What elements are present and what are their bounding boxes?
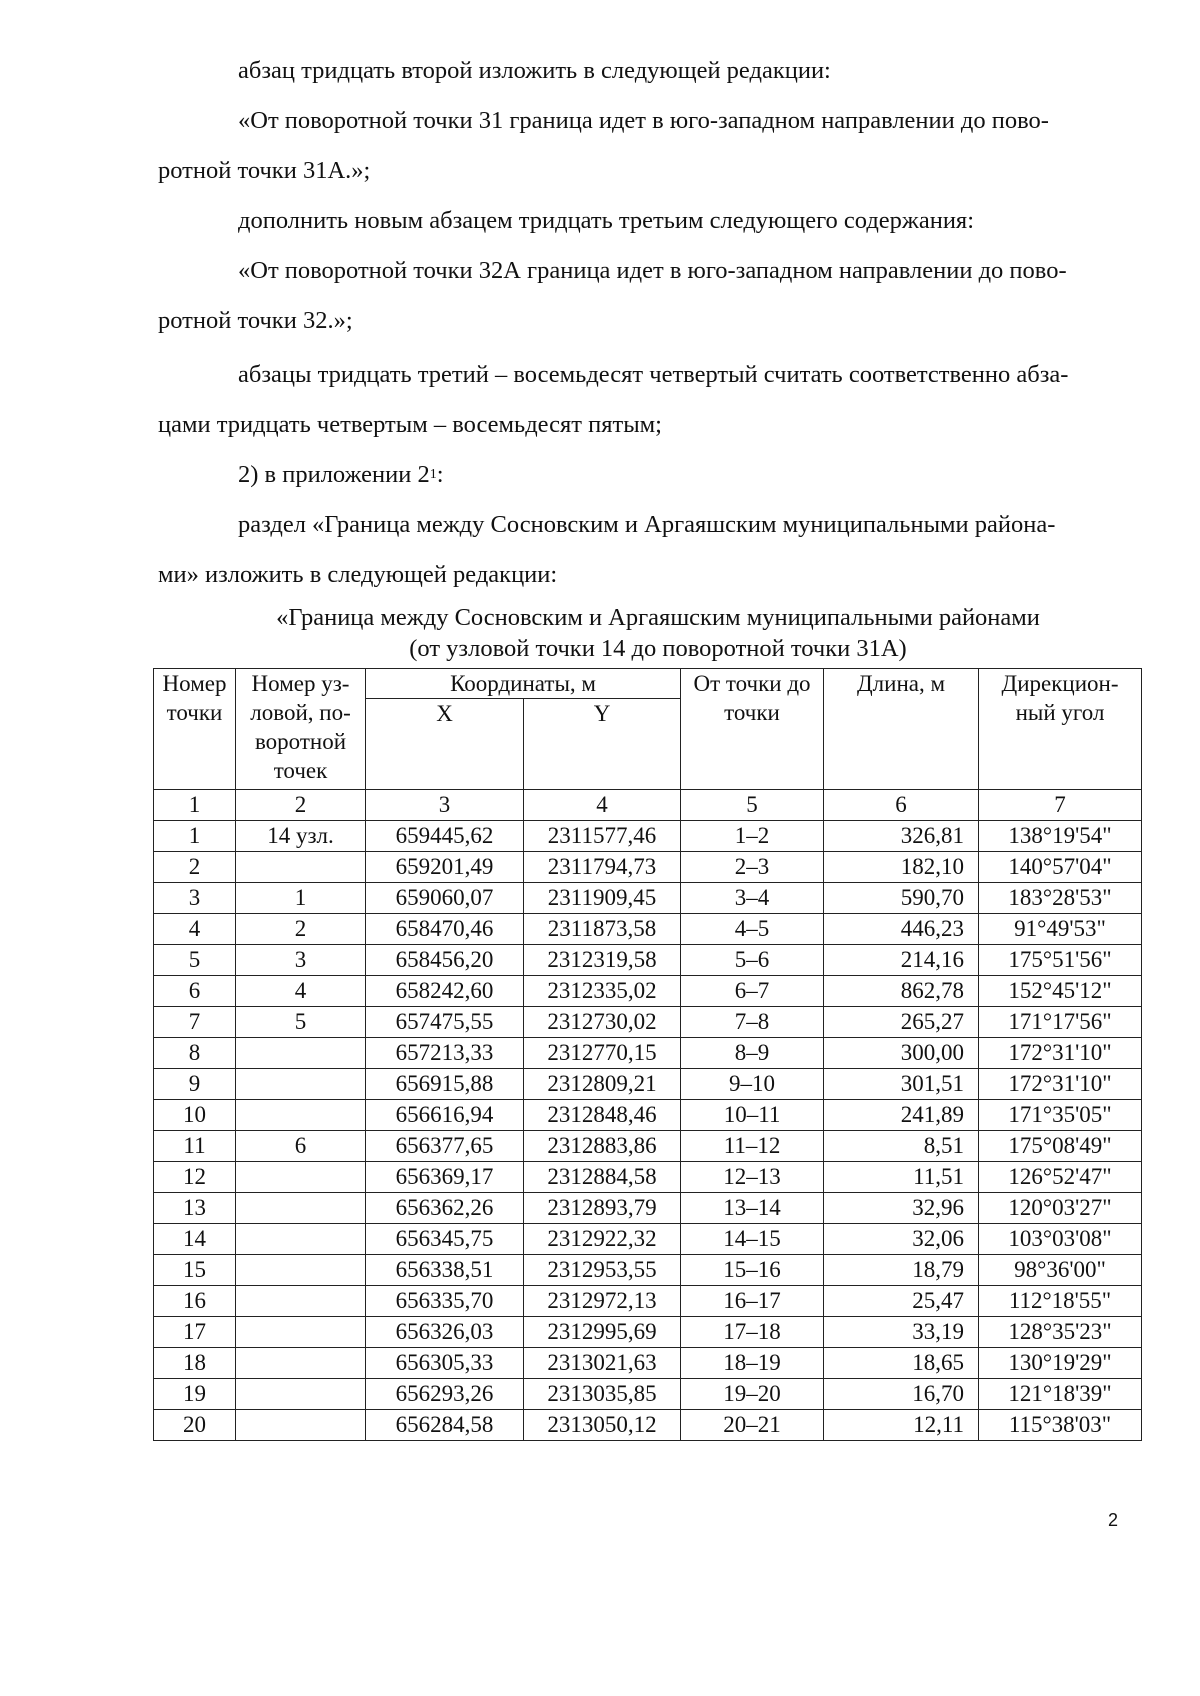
- y-coordinate-cell: 2312884,58: [524, 1162, 681, 1193]
- node-number-cell: [236, 1317, 366, 1348]
- node-number-cell: [236, 1224, 366, 1255]
- y-coordinate-cell: 2312319,58: [524, 945, 681, 976]
- table-body: [154, 821, 1142, 1441]
- direction-angle-cell: 175°51'56": [979, 945, 1142, 976]
- length-cell: 214,16: [824, 945, 979, 976]
- coordinates-table: [153, 668, 1142, 1441]
- header-from-to: От точки до точки: [681, 669, 824, 790]
- direction-angle-cell: 130°19'29": [979, 1348, 1142, 1379]
- table-row: [154, 1410, 1142, 1441]
- x-coordinate-cell: 656326,03: [366, 1317, 524, 1348]
- section-paragraph-line-2: ми» изложить в следующей редакции:: [158, 561, 558, 588]
- direction-angle-cell: 172°31'10": [979, 1038, 1142, 1069]
- x-coordinate-cell: 656335,70: [366, 1286, 524, 1317]
- table-row: [154, 1131, 1142, 1162]
- y-coordinate-cell: 2311873,58: [524, 914, 681, 945]
- header-x: X: [366, 699, 524, 790]
- segment-cell: 1–2: [681, 821, 824, 852]
- direction-angle-cell: 91°49'53": [979, 914, 1142, 945]
- table-row: [154, 914, 1142, 945]
- node-number-cell: 1: [236, 883, 366, 914]
- node-number-cell: [236, 1379, 366, 1410]
- length-cell: 326,81: [824, 821, 979, 852]
- direction-angle-cell: 140°57'04": [979, 852, 1142, 883]
- page-number: 2: [1108, 1510, 1119, 1530]
- x-coordinate-cell: 658242,60: [366, 976, 524, 1007]
- table-row: [154, 1348, 1142, 1379]
- point-number-cell: 13: [154, 1193, 236, 1224]
- point-number-cell: 17: [154, 1317, 236, 1348]
- y-coordinate-cell: 2312922,32: [524, 1224, 681, 1255]
- table-row: [154, 1007, 1142, 1038]
- node-number-cell: [236, 1255, 366, 1286]
- point-number-cell: 20: [154, 1410, 236, 1441]
- table-row: [154, 1069, 1142, 1100]
- header-node-number: Номер уз-ловой, по-воротной точек: [236, 669, 366, 790]
- direction-angle-cell: 112°18'55": [979, 1286, 1142, 1317]
- length-cell: 25,47: [824, 1286, 979, 1317]
- x-coordinate-cell: 656293,26: [366, 1379, 524, 1410]
- table-row: [154, 1193, 1142, 1224]
- table-row: [154, 945, 1142, 976]
- table-row: [154, 1162, 1142, 1193]
- segment-cell: 10–11: [681, 1100, 824, 1131]
- header-coordinates: Координаты, м: [366, 669, 681, 699]
- node-number-cell: 4: [236, 976, 366, 1007]
- length-cell: 301,51: [824, 1069, 979, 1100]
- y-coordinate-cell: 2313021,63: [524, 1348, 681, 1379]
- section-title-line-2: (от узловой точки 14 до поворотной точки 31А): [409, 635, 907, 662]
- direction-angle-cell: 126°52'47": [979, 1162, 1142, 1193]
- x-coordinate-cell: 659201,49: [366, 852, 524, 883]
- y-coordinate-cell: 2312335,02: [524, 976, 681, 1007]
- node-number-cell: [236, 852, 366, 883]
- segment-cell: 14–15: [681, 1224, 824, 1255]
- node-number-cell: [236, 1100, 366, 1131]
- length-cell: 12,11: [824, 1410, 979, 1441]
- node-number-cell: 5: [236, 1007, 366, 1038]
- node-number-cell: [236, 1286, 366, 1317]
- column-number-row: [154, 790, 1142, 821]
- node-number-cell: [236, 1348, 366, 1379]
- segment-cell: 11–12: [681, 1131, 824, 1162]
- table-row: [154, 1100, 1142, 1131]
- y-coordinate-cell: 2312893,79: [524, 1193, 681, 1224]
- point-number-cell: 19: [154, 1379, 236, 1410]
- node-number-cell: 3: [236, 945, 366, 976]
- column-number-cell: 7: [979, 790, 1142, 821]
- length-cell: 32,06: [824, 1224, 979, 1255]
- length-cell: 11,51: [824, 1162, 979, 1193]
- column-number-cell: 3: [366, 790, 524, 821]
- node-number-cell: 6: [236, 1131, 366, 1162]
- quote-paragraph-line-1: «От поворотной точки 31 граница идет в юго-западном направлении до пово-: [238, 107, 1049, 134]
- y-coordinate-cell: 2313050,12: [524, 1410, 681, 1441]
- y-coordinate-cell: 2312953,55: [524, 1255, 681, 1286]
- direction-angle-cell: 172°31'10": [979, 1069, 1142, 1100]
- paragraph-add: дополнить новым абзацем тридцать третьим следующего содержания:: [238, 207, 975, 234]
- node-number-cell: [236, 1069, 366, 1100]
- direction-angle-cell: 175°08'49": [979, 1131, 1142, 1162]
- y-coordinate-cell: 2311577,46: [524, 821, 681, 852]
- length-cell: 16,70: [824, 1379, 979, 1410]
- direction-angle-cell: 115°38'03": [979, 1410, 1142, 1441]
- y-coordinate-cell: 2312848,46: [524, 1100, 681, 1131]
- direction-angle-cell: 152°45'12": [979, 976, 1142, 1007]
- direction-angle-cell: 121°18'39": [979, 1379, 1142, 1410]
- table-row: [154, 883, 1142, 914]
- direction-angle-cell: 120°03'27": [979, 1193, 1142, 1224]
- segment-cell: 12–13: [681, 1162, 824, 1193]
- x-coordinate-cell: 659445,62: [366, 821, 524, 852]
- column-number-cell: 2: [236, 790, 366, 821]
- section-title-line-1: «Граница между Сосновским и Аргаяшским муниципальными районами: [276, 604, 1040, 631]
- y-coordinate-cell: 2313035,85: [524, 1379, 681, 1410]
- appendix-clause-colon: :: [436, 461, 444, 488]
- column-number-cell: 6: [824, 790, 979, 821]
- node-number-cell: 2: [236, 914, 366, 945]
- point-number-cell: 12: [154, 1162, 236, 1193]
- table-row: [154, 1255, 1142, 1286]
- table-row: [154, 852, 1142, 883]
- direction-angle-cell: 171°35'05": [979, 1100, 1142, 1131]
- point-number-cell: 15: [154, 1255, 236, 1286]
- segment-cell: 15–16: [681, 1255, 824, 1286]
- length-cell: 241,89: [824, 1100, 979, 1131]
- column-number-cell: 4: [524, 790, 681, 821]
- point-number-cell: 16: [154, 1286, 236, 1317]
- length-cell: 446,23: [824, 914, 979, 945]
- segment-cell: 3–4: [681, 883, 824, 914]
- column-number-cell: 1: [154, 790, 236, 821]
- x-coordinate-cell: 657213,33: [366, 1038, 524, 1069]
- point-number-cell: 11: [154, 1131, 236, 1162]
- y-coordinate-cell: 2312883,86: [524, 1131, 681, 1162]
- segment-cell: 4–5: [681, 914, 824, 945]
- segment-cell: 17–18: [681, 1317, 824, 1348]
- appendix-superscript: 1: [429, 467, 437, 482]
- direction-angle-cell: 138°19'54": [979, 821, 1142, 852]
- y-coordinate-cell: 2312730,02: [524, 1007, 681, 1038]
- x-coordinate-cell: 658470,46: [366, 914, 524, 945]
- segment-cell: 8–9: [681, 1038, 824, 1069]
- x-coordinate-cell: 656369,17: [366, 1162, 524, 1193]
- table-row: [154, 1317, 1142, 1348]
- x-coordinate-cell: 657475,55: [366, 1007, 524, 1038]
- length-cell: 300,00: [824, 1038, 979, 1069]
- direction-angle-cell: 103°03'08": [979, 1224, 1142, 1255]
- quote-paragraph-2-line-2: ротной точки 32.»;: [158, 307, 353, 334]
- segment-cell: 7–8: [681, 1007, 824, 1038]
- x-coordinate-cell: 656345,75: [366, 1224, 524, 1255]
- paragraph-renumber-line-2: цами тридцать четвертым – восемьдесят пятым;: [158, 411, 662, 438]
- direction-angle-cell: 171°17'56": [979, 1007, 1142, 1038]
- appendix-clause: [238, 458, 444, 496]
- point-number-cell: 8: [154, 1038, 236, 1069]
- node-number-cell: [236, 1038, 366, 1069]
- point-number-cell: 10: [154, 1100, 236, 1131]
- x-coordinate-cell: 656616,94: [366, 1100, 524, 1131]
- segment-cell: 16–17: [681, 1286, 824, 1317]
- point-number-cell: 2: [154, 852, 236, 883]
- column-number-cell: 5: [681, 790, 824, 821]
- x-coordinate-cell: 659060,07: [366, 883, 524, 914]
- y-coordinate-cell: 2312809,21: [524, 1069, 681, 1100]
- y-coordinate-cell: 2311794,73: [524, 852, 681, 883]
- table-row: [154, 1224, 1142, 1255]
- point-number-cell: 7: [154, 1007, 236, 1038]
- y-coordinate-cell: 2311909,45: [524, 883, 681, 914]
- point-number-cell: 4: [154, 914, 236, 945]
- segment-cell: 13–14: [681, 1193, 824, 1224]
- length-cell: 8,51: [824, 1131, 979, 1162]
- point-number-cell: 18: [154, 1348, 236, 1379]
- quote-paragraph-line-2: ротной точки 31А.»;: [158, 157, 371, 184]
- point-number-cell: 5: [154, 945, 236, 976]
- node-number-cell: [236, 1193, 366, 1224]
- x-coordinate-cell: 656338,51: [366, 1255, 524, 1286]
- segment-cell: 5–6: [681, 945, 824, 976]
- y-coordinate-cell: 2312770,15: [524, 1038, 681, 1069]
- x-coordinate-cell: 658456,20: [366, 945, 524, 976]
- length-cell: 32,96: [824, 1193, 979, 1224]
- length-cell: 862,78: [824, 976, 979, 1007]
- segment-cell: 18–19: [681, 1348, 824, 1379]
- length-cell: 265,27: [824, 1007, 979, 1038]
- header-direction-angle: Дирекцион-ный угол: [979, 669, 1142, 790]
- segment-cell: 2–3: [681, 852, 824, 883]
- segment-cell: 6–7: [681, 976, 824, 1007]
- x-coordinate-cell: 656915,88: [366, 1069, 524, 1100]
- length-cell: 18,79: [824, 1255, 979, 1286]
- segment-cell: 9–10: [681, 1069, 824, 1100]
- length-cell: 590,70: [824, 883, 979, 914]
- header-length: Длина, м: [824, 669, 979, 790]
- table-row: [154, 976, 1142, 1007]
- direction-angle-cell: 183°28'53": [979, 883, 1142, 914]
- y-coordinate-cell: 2312972,13: [524, 1286, 681, 1317]
- node-number-cell: [236, 1162, 366, 1193]
- section-paragraph-line-1: раздел «Граница между Сосновским и Аргаяшским муниципальными района-: [238, 511, 1056, 538]
- y-coordinate-cell: 2312995,69: [524, 1317, 681, 1348]
- x-coordinate-cell: 656305,33: [366, 1348, 524, 1379]
- table-row: [154, 1379, 1142, 1410]
- length-cell: 182,10: [824, 852, 979, 883]
- segment-cell: 20–21: [681, 1410, 824, 1441]
- table-row: [154, 1286, 1142, 1317]
- quote-paragraph-2-line-1: «От поворотной точки 32А граница идет в юго-западном направлении до пово-: [238, 257, 1067, 284]
- point-number-cell: 6: [154, 976, 236, 1007]
- point-number-cell: 9: [154, 1069, 236, 1100]
- x-coordinate-cell: 656377,65: [366, 1131, 524, 1162]
- x-coordinate-cell: 656362,26: [366, 1193, 524, 1224]
- point-number-cell: 3: [154, 883, 236, 914]
- paragraph-intro: абзац тридцать второй изложить в следующей редакции:: [238, 57, 831, 84]
- length-cell: 33,19: [824, 1317, 979, 1348]
- point-number-cell: 1: [154, 821, 236, 852]
- direction-angle-cell: 98°36'00": [979, 1255, 1142, 1286]
- segment-cell: 19–20: [681, 1379, 824, 1410]
- table-row: [154, 1038, 1142, 1069]
- length-cell: 18,65: [824, 1348, 979, 1379]
- x-coordinate-cell: 656284,58: [366, 1410, 524, 1441]
- header-y: Y: [524, 699, 681, 790]
- table-row: [154, 821, 1142, 852]
- point-number-cell: 14: [154, 1224, 236, 1255]
- direction-angle-cell: 128°35'23": [979, 1317, 1142, 1348]
- node-number-cell: [236, 1410, 366, 1441]
- node-number-cell: 14 узл.: [236, 821, 366, 852]
- appendix-clause-text: 2) в приложении 2: [238, 461, 430, 488]
- header-point-number: Номер точки: [154, 669, 236, 790]
- paragraph-renumber-line-1: абзацы тридцать третий – восемьдесят четвертый считать соответственно абза-: [238, 361, 1069, 388]
